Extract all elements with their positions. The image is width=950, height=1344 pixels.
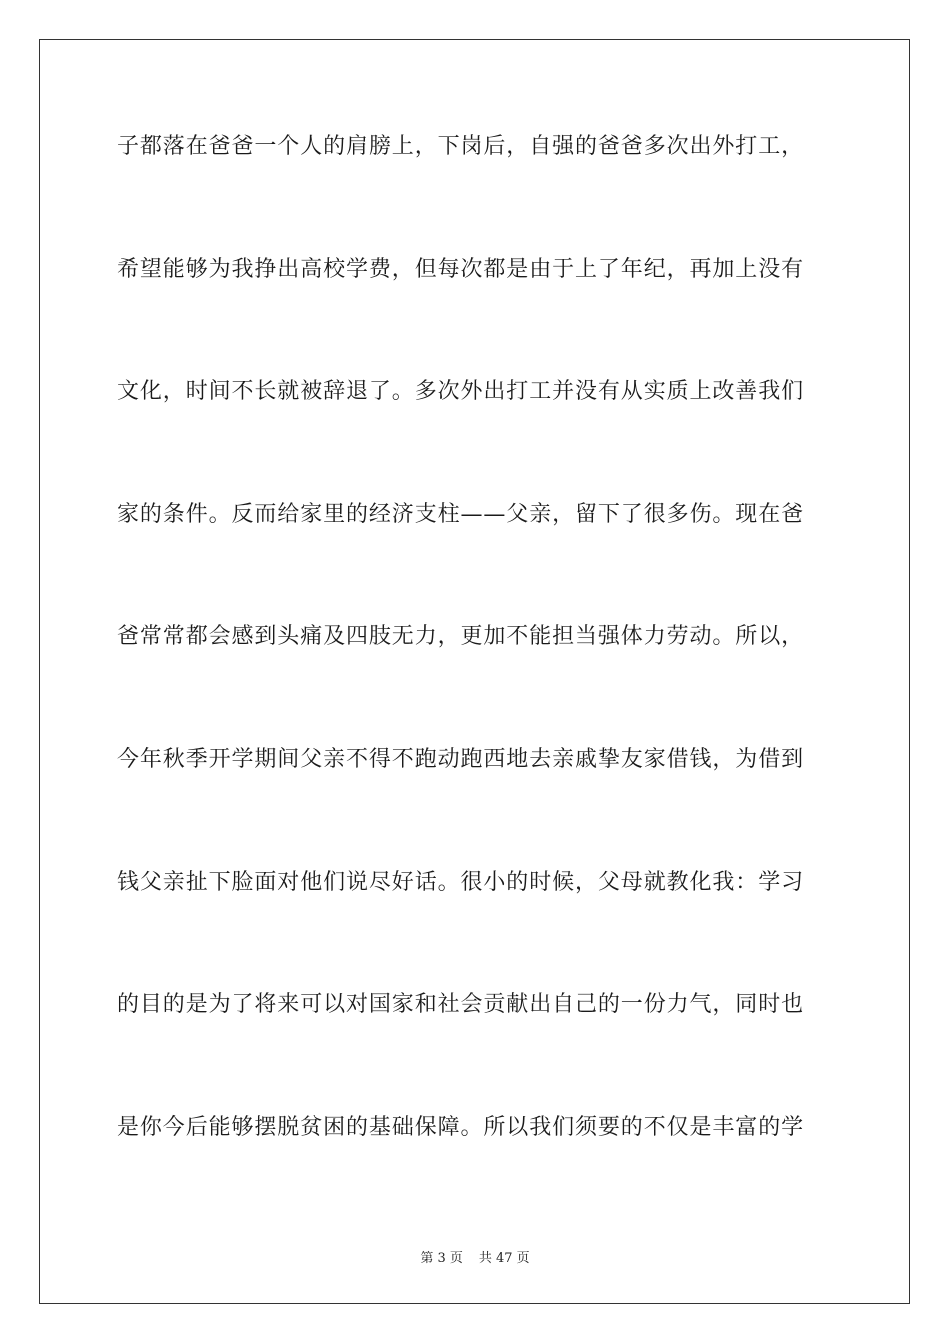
document-body xyxy=(117,127,833,1230)
text-line-8: 的目的是为了将来可以对国家和社会贡献出自己的一份力气，同时也 xyxy=(117,992,805,1018)
text-line-1: 子都落在爸爸一个人的肩膀上，下岗后，自强的爸爸多次出外打工， xyxy=(117,134,805,159)
page-total: 共 47 页 xyxy=(478,1251,530,1266)
text-line-6: 今年秋季开学期间父亲不得不跑动跑西地去亲戚挚友家借钱，为借到 xyxy=(117,746,805,772)
text-line-7: 钱父亲扯下脸面对他们说尽好话。很小的时候，父母就教化我：学习 xyxy=(117,869,805,895)
text-line-5: 爸常常都会感到头痛及四肢无力，更加不能担当强体力劳动。所以， xyxy=(117,624,805,650)
page-footer xyxy=(0,1247,950,1266)
text-line-2: 希望能够为我挣出高校学费，但每次都是由于上了年纪，再加上没有 xyxy=(117,256,805,282)
text-line-3: 文化，时间不长就被辞退了。多次外出打工并没有从实质上改善我们 xyxy=(117,379,805,405)
text-line-9: 是你今后能够摆脱贫困的基础保障。所以我们须要的不仅是丰富的学 xyxy=(117,1114,805,1140)
page-number: 第 3 页 xyxy=(420,1251,463,1266)
text-line-4: 家的条件。反而给家里的经济支柱——父亲，留下了很多伤。现在爸 xyxy=(117,501,805,527)
